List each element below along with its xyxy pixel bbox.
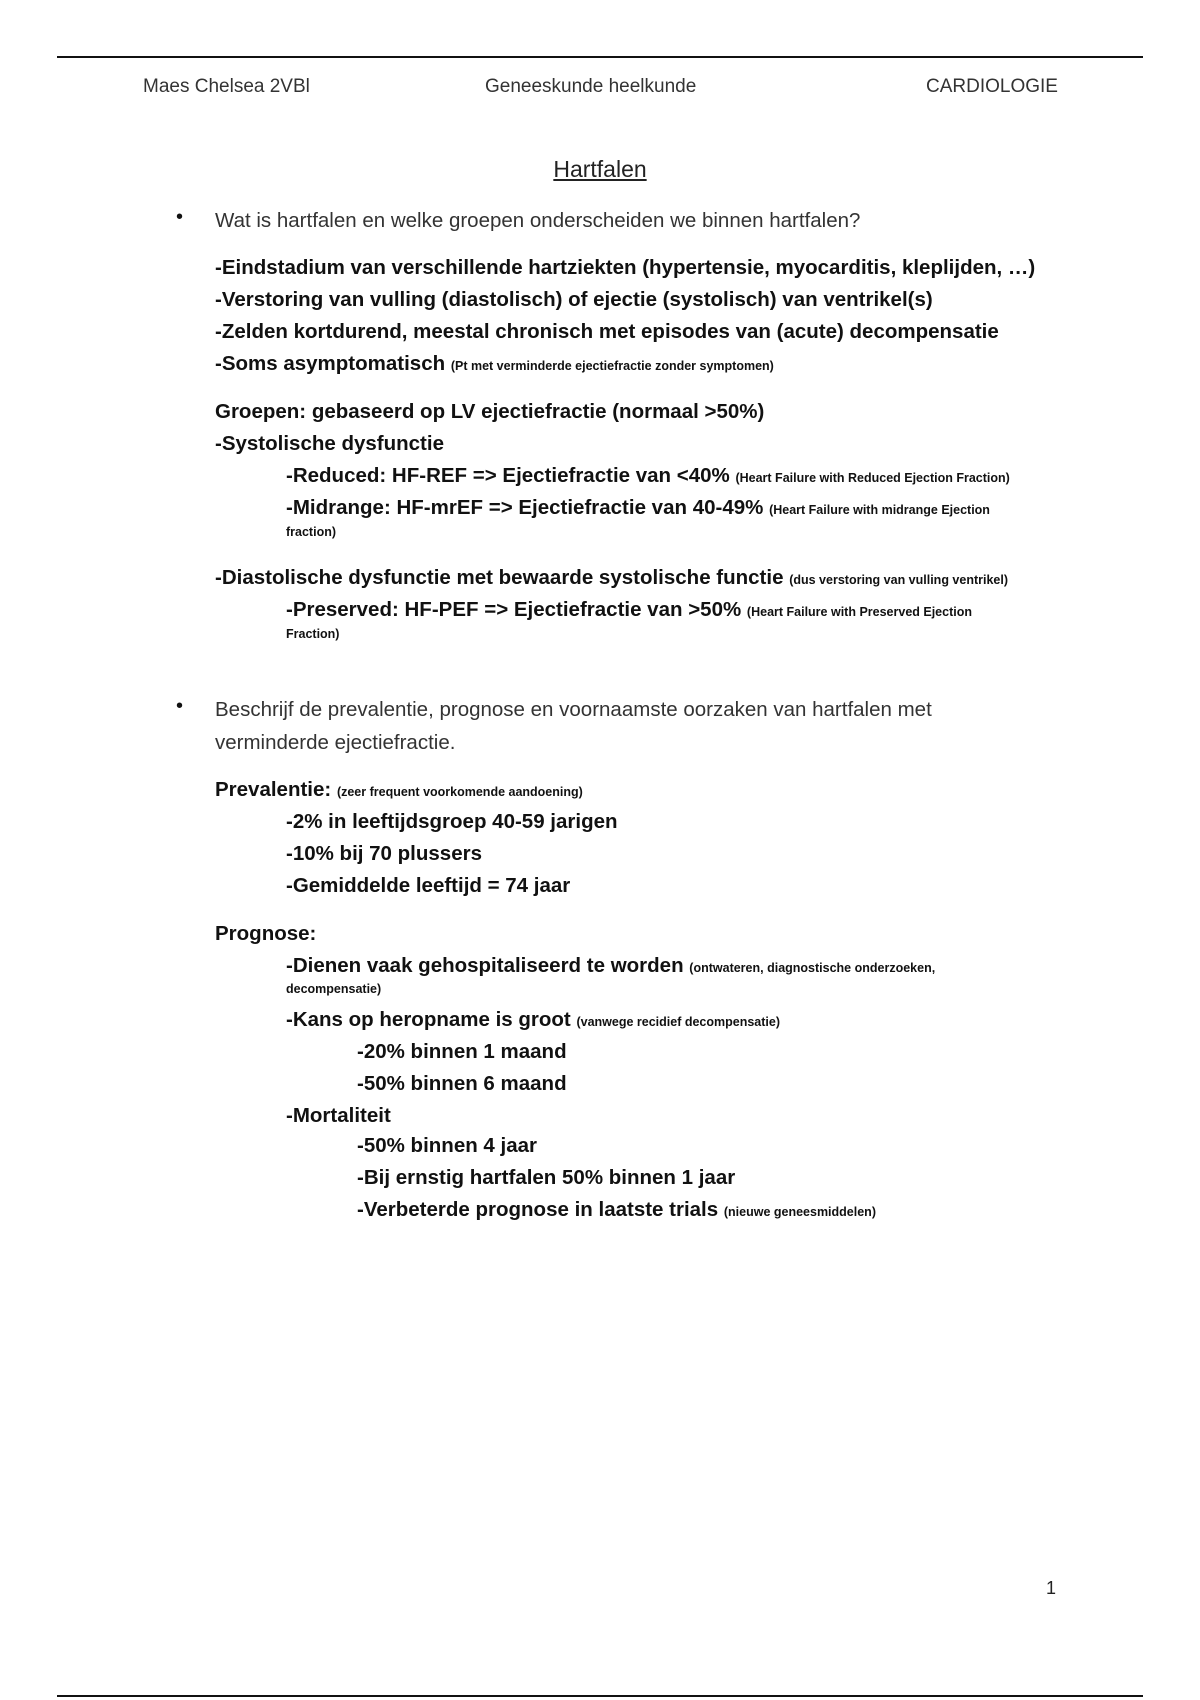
reduced-note: (Heart Failure with Reduced Ejection Fraction) xyxy=(735,471,1010,485)
header-rule xyxy=(57,56,1143,58)
prognosis-heading: Prognose: xyxy=(215,922,317,945)
question-2-line-2: verminderde ejectiefractie. xyxy=(215,731,456,754)
prognosis-subitem: -20% binnen 1 maand xyxy=(357,1040,567,1063)
preserved-text: -Preserved: HF-PEF => Ejectiefractie van >50% xyxy=(286,598,742,621)
answer-line: -Zelden kortdurend, meestal chronisch met episodes van (acute) decompensatie xyxy=(215,320,999,343)
prognosis-text: -Dienen vaak gehospitaliseerd te worden xyxy=(286,954,684,977)
bullet-2: • xyxy=(176,695,184,717)
prevalence-item: -10% bij 70 plussers xyxy=(286,842,482,865)
reduced-line xyxy=(286,464,1010,490)
answer-line: -Verstoring van vulling (diastolisch) of ejectie (systolisch) van ventrikel(s) xyxy=(215,288,933,311)
diastolic-text: -Diastolische dysfunctie met bewaarde systolische functie xyxy=(215,566,784,589)
prevalence-note: (zeer frequent voorkomende aandoening) xyxy=(336,785,583,799)
prevalence-heading xyxy=(215,778,583,804)
question-2-line-1: Beschrijf de prevalentie, prognose en voornaamste oorzaken van hartfalen met xyxy=(215,698,932,721)
prognosis-text: -Kans op heropname is groot xyxy=(286,1008,571,1031)
diastolic-note: (dus verstoring van vulling ventrikel) xyxy=(789,573,1009,587)
midrange-line xyxy=(286,496,990,522)
prognosis-subitem xyxy=(357,1198,876,1224)
prognosis-item: -Mortaliteit xyxy=(286,1104,391,1127)
page-number: 1 xyxy=(1046,1578,1057,1598)
systolic-heading: -Systolische dysfunctie xyxy=(215,432,444,455)
document-title: Hartfalen xyxy=(553,156,647,182)
answer-line xyxy=(215,352,774,378)
midrange-note: (Heart Failure with midrange Ejection xyxy=(769,503,990,517)
header-author: Maes Chelsea 2VBl xyxy=(143,76,310,97)
midrange-note-cont: fraction) xyxy=(286,525,336,539)
prognosis-text: -Verbeterde prognose in laatste trials xyxy=(357,1198,719,1221)
prognosis-note: (ontwateren, diagnostische onderzoeken, xyxy=(689,961,936,975)
prevalence-item: -2% in leeftijdsgroep 40-59 jarigen xyxy=(286,810,618,833)
preserved-line xyxy=(286,598,972,624)
preserved-note-cont: Fraction) xyxy=(286,627,340,641)
prognosis-subitem: -Bij ernstig hartfalen 50% binnen 1 jaar xyxy=(357,1166,736,1189)
answer-text: -Soms asymptomatisch xyxy=(215,352,446,375)
diastolic-line xyxy=(215,566,1008,592)
groups-heading: Groepen: gebaseerd op LV ejectiefractie (normaal >50%) xyxy=(215,400,765,423)
prognosis-note: (vanwege recidief decompensatie) xyxy=(576,1015,780,1029)
footer-rule xyxy=(57,1695,1143,1697)
prognosis-item xyxy=(286,1008,780,1034)
header-subject: CARDIOLOGIE xyxy=(926,76,1058,97)
prognosis-subitem: -50% binnen 4 jaar xyxy=(357,1134,538,1157)
midrange-text: -Midrange: HF-mrEF => Ejectiefractie van 40-49% xyxy=(286,496,764,519)
prevalence-label: Prevalentie: xyxy=(215,778,332,801)
question-1: Wat is hartfalen en welke groepen onderscheiden we binnen hartfalen? xyxy=(215,209,861,232)
prevalence-item: -Gemiddelde leeftijd = 74 jaar xyxy=(286,874,571,897)
prognosis-note: (nieuwe geneesmiddelen) xyxy=(723,1205,876,1219)
answer-note: (Pt met verminderde ejectiefractie zonder symptomen) xyxy=(450,359,774,373)
prognosis-note-cont: decompensatie) xyxy=(286,982,382,996)
preserved-note: (Heart Failure with Preserved Ejection xyxy=(746,605,972,619)
header-course: Geneeskunde heelkunde xyxy=(485,76,697,97)
bullet-1: • xyxy=(176,206,184,228)
prognosis-subitem: -50% binnen 6 maand xyxy=(357,1072,567,1095)
reduced-text: -Reduced: HF-REF => Ejectiefractie van <40% xyxy=(286,464,730,487)
answer-line: -Eindstadium van verschillende hartziekten (hypertensie, myocarditis, kleplijden, …) xyxy=(215,256,1036,279)
prognosis-item xyxy=(286,954,935,980)
